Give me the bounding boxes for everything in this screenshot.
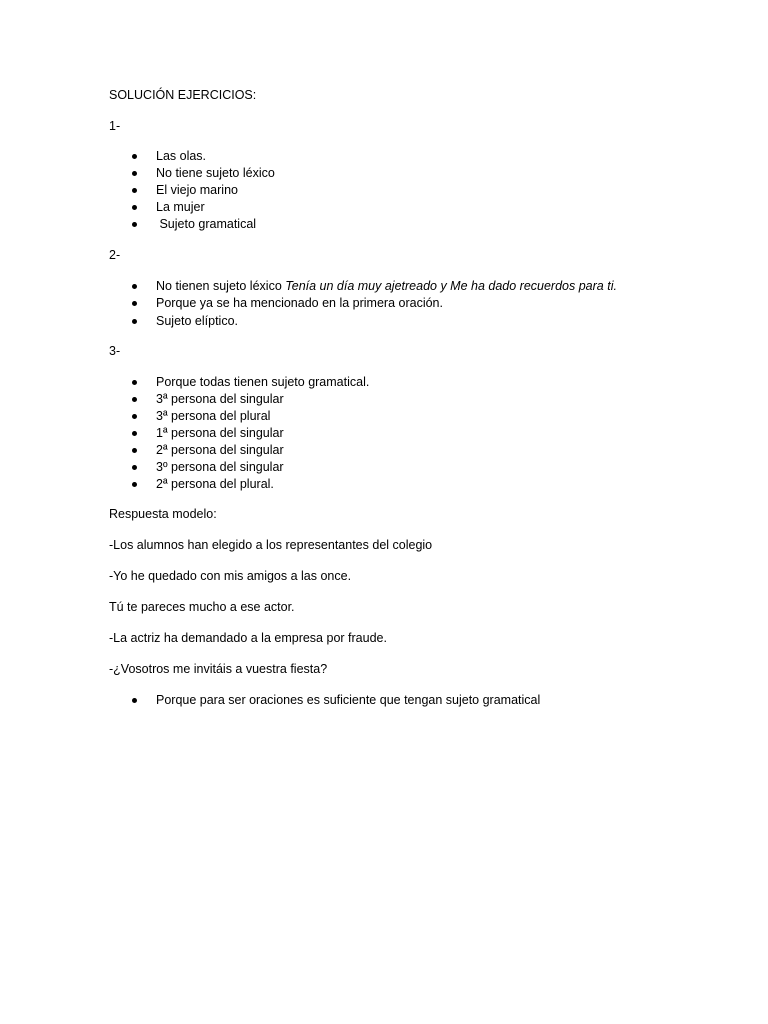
model-answer-line: -Los alumnos han elegido a los representantes del colegio [109,538,433,552]
list-item: 2ª persona del plural. [156,477,274,491]
list-item: El viejo marino [156,183,238,197]
list-item-text: No tienen sujeto léxico [156,279,286,293]
section-number: 3- [109,344,121,358]
bullet-icon [132,301,137,306]
list-item [156,278,617,294]
bullet-icon [132,465,137,470]
bullet-icon [132,205,137,210]
model-answer-line: -¿Vosotros me invitáis a vuestra fiesta? [109,662,328,676]
bullet-icon [132,448,137,453]
list-item: 3ª persona del singular [156,392,284,406]
model-answer-line: -La actriz ha demandado a la empresa por fraude. [109,631,387,645]
list-item: 2ª persona del singular [156,443,284,457]
bullet-icon [132,380,137,385]
section-number: 1- [109,119,121,133]
bullet-icon [132,414,137,419]
bullet-icon [132,397,137,402]
example-sentences: Tenía un día muy ajetreado y Me ha dado recuerdos para ti. [285,279,617,293]
list-item: 3º persona del singular [156,460,284,474]
bullet-icon [132,222,137,227]
bullet-icon [132,698,137,703]
bullet-icon [132,319,137,324]
bullet-icon [132,154,137,159]
bullet-icon [132,171,137,176]
list-item: Porque todas tienen sujeto gramatical. [156,375,370,389]
list-item: La mujer [156,200,205,214]
list-item: Sujeto elíptico. [156,314,238,328]
bullet-icon [132,482,137,487]
list-item: No tiene sujeto léxico [156,166,275,180]
list-item: 1ª persona del singular [156,426,284,440]
bullet-icon [132,284,137,289]
list-item: Las olas. [156,149,207,163]
model-answer-line: -Yo he quedado con mis amigos a las once. [109,569,352,583]
bullet-icon [132,188,137,193]
document-title: SOLUCIÓN EJERCICIOS: [109,88,257,102]
section-number: 2- [109,248,121,262]
list-item: Porque para ser oraciones es suficiente que tengan sujeto gramatical [156,693,541,707]
list-item: Porque ya se ha mencionado en la primera oración. [156,296,443,310]
list-item: Sujeto gramatical [156,217,257,231]
bullet-icon [132,431,137,436]
list-item: 3ª persona del plural [156,409,271,423]
model-answer-heading: Respuesta modelo: [109,507,217,521]
model-answer-line: Tú te pareces mucho a ese actor. [109,600,295,614]
